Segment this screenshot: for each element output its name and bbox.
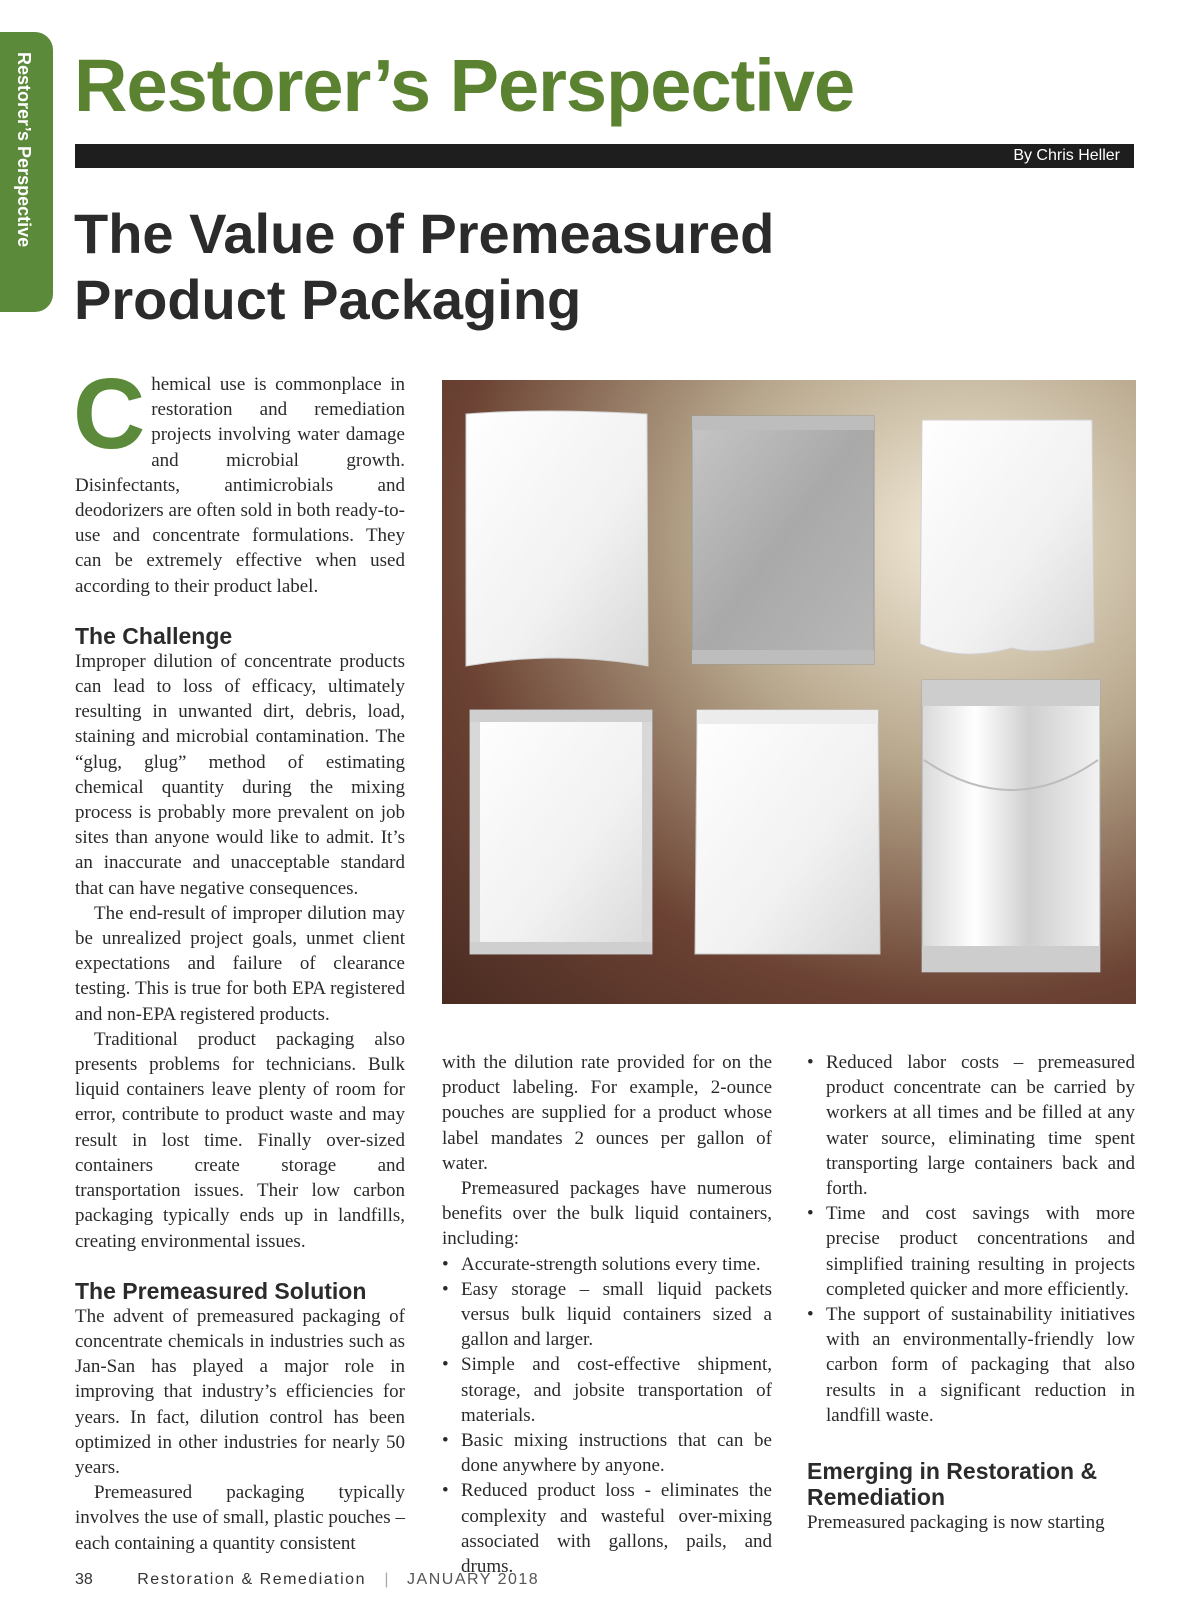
solution-paragraph-1: The advent of premeasured packaging of concentrate chemicals in industries such as Jan-San has played a major role in improving that industry’s efficiencies for years. In fact, dilution control has been optimized in other industries for nearly 50 years. — [75, 1305, 405, 1478]
list-item: • Easy storage – small liquid packets versus bulk liquid containers sized a gallon and larger. — [442, 1278, 772, 1351]
list-item: • Simple and cost-effective shipment, storage, and jobsite transportation of materials. — [442, 1354, 772, 1426]
list-item: • Reduced product loss - eliminates the complexity and wasteful over-mixing associated with gallons, pails, and drums. — [442, 1480, 772, 1578]
footer-separator: | — [384, 1571, 389, 1588]
intro-paragraph — [73, 358, 405, 599]
headline-line-1: The Value of Premeasured — [74, 202, 775, 265]
list-item: • Reduced labor costs – premeasured product concentrate can be carried by workers at all times and be filled at any water source, eliminating time spent transporting large containers back and forth. — [807, 1052, 1135, 1200]
col2-paragraph-1: with the dilution rate provided for on the product labeling. For example, 2-ounce pouches are supplied for a product whose label mandates 2 ounces per gallon of water. — [442, 1052, 772, 1174]
list-item: • Time and cost savings with more precise product concentrations and simplified training resulting in projects completed quicker and more efficiently. — [807, 1203, 1135, 1300]
headline-line-2: Product Packaging — [74, 268, 582, 331]
column-1 — [73, 358, 405, 1556]
list-item: • Basic mixing instructions that can be done anywhere by anyone. — [442, 1430, 772, 1477]
list-item: • The support of sustainability initiatives with an environmentally-friendly low carbon form of packaging that also results in a significant reduction in landfill waste. — [807, 1304, 1135, 1426]
intro-text: hemical use is commonplace in restoration and remediation projects involving water damage and microbial growth. Disinfectants, antimicrobials and deodorizers are often sold in both ready-to-use and concentrate formulations. They can be extremely effective when used according to their product label. — [75, 374, 405, 597]
page-footer — [75, 1571, 539, 1589]
benefits-list-continued — [807, 1050, 1135, 1428]
challenge-paragraph-1: Improper dilution of concentrate products can lead to loss of efficacy, ultimately resulting in unwanted dirt, debris, load, staining and microbial contamination. The “glug, glug” method of estimating chemical quantity during the mixing process is probably more prevalent on job sites than anyone would like to admit. It’s an inaccurate and unacceptable standard that can have negative consequences. — [75, 650, 405, 899]
byline-bar — [75, 144, 1134, 168]
page-number: 38 — [75, 1571, 93, 1588]
pouches-photo — [442, 380, 1136, 1004]
byline: By Chris Heller — [1013, 147, 1120, 164]
col2-paragraph-2: Premeasured packages have numerous benefits over the bulk liquid containers, including: — [442, 1178, 772, 1250]
pouch-5 — [695, 710, 880, 954]
list-item: • Accurate-strength solutions every time. — [442, 1253, 761, 1275]
pouch-3 — [920, 420, 1094, 654]
challenge-heading: The Challenge — [75, 622, 233, 649]
challenge-paragraph-2: The end-result of improper dilution may be unrealized project goals, unmet client expectations and failure of clearance testing. This is true for both EPA registered and non-EPA registered products. — [75, 902, 405, 1025]
side-tab-label: Restorer’s Perspective — [14, 52, 34, 248]
solution-paragraph-2: Premeasured packaging typically involves the use of small, plastic pouches – each containing a quantity consistent — [75, 1482, 405, 1554]
section-side-tab — [0, 32, 53, 312]
section-title: Restorer’s Perspective — [74, 44, 855, 127]
emerging-heading: Emerging in Restoration & Remediation — [807, 1458, 1098, 1511]
magazine-name: Restoration & Remediation — [137, 1571, 366, 1588]
pouches-illustration — [442, 380, 1136, 1004]
article-headline — [74, 201, 774, 333]
emerging-paragraph-1: Premeasured packaging is now starting — [807, 1512, 1105, 1534]
challenge-paragraph-3: Traditional product packaging also presents problems for technicians. Bulk liquid containers leave plenty of room for error, contribute to product waste and may result in lost time. Finally over-sized containers create storage and transportation issues. Their low carbon packaging typically ends up in landfills, creating environmental issues. — [75, 1028, 405, 1252]
pouch-1 — [466, 411, 648, 666]
column-2 — [442, 1050, 772, 1579]
solution-heading: The Premeasured Solution — [75, 1277, 367, 1304]
pouch-2 — [692, 416, 874, 664]
pouch-6 — [922, 680, 1100, 972]
drop-cap: C — [73, 358, 146, 470]
column-3 — [807, 1050, 1135, 1535]
benefits-list — [442, 1252, 772, 1580]
issue-date: JANUARY 2018 — [407, 1571, 540, 1588]
pouch-4 — [470, 710, 652, 954]
